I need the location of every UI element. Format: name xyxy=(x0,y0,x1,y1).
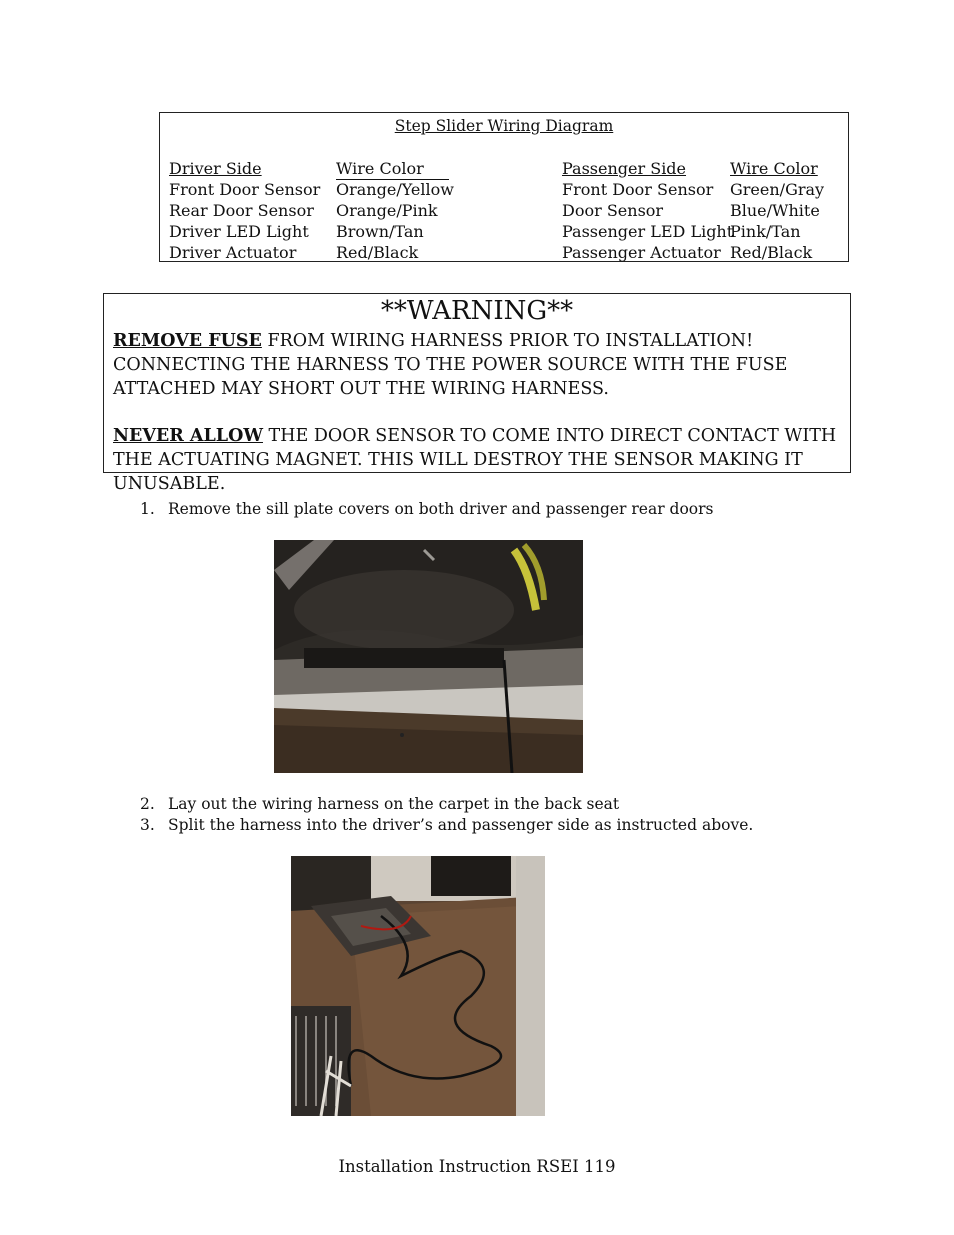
warning-emphasis: NEVER ALLOW xyxy=(113,426,263,446)
warning-paragraph-fuse: REMOVE FUSE FROM WIRING HARNESS PRIOR TO INSTALLATION! CONNECTING THE HARNESS TO THE POWER SOURCE WITH THE FUSE ATTACHED MAY SHORT OUT THE WIRING HARNESS. xyxy=(113,331,788,399)
warning-paragraph-sensor: NEVER ALLOW THE DOOR SENSOR TO COME INTO DIRECT CONTACT WITH THE ACTUATING MAGNET. THIS WILL DESTROY THE SENSOR MAKING IT UNUSABLE. xyxy=(113,426,837,494)
list-item xyxy=(140,794,619,815)
passenger-row-label: Front Door Sensor xyxy=(562,180,714,199)
driver-row-color: Orange/Pink xyxy=(336,201,438,220)
sill-plate-photo xyxy=(274,540,583,773)
list-item-number: 2. xyxy=(140,795,155,813)
passenger-row-color: Blue/White xyxy=(730,201,820,220)
passenger-row-color: Green/Gray xyxy=(730,180,825,199)
driver-row-color: Red/Black xyxy=(336,243,419,262)
passenger-row-label: Passenger Actuator xyxy=(562,243,721,262)
list-item-text: Lay out the wiring harness on the carpet in the back seat xyxy=(168,795,620,813)
list-item xyxy=(140,499,714,520)
driver-row-color: Brown/Tan xyxy=(336,222,424,241)
wiring-diagram-title: Step Slider Wiring Diagram xyxy=(394,117,614,135)
list-item xyxy=(140,815,753,836)
driver-row-label: Driver Actuator xyxy=(169,243,297,262)
driver-side-header: Driver Side xyxy=(169,159,262,178)
passenger-side-header: Passenger Side xyxy=(562,159,687,178)
driver-wire-color-header: Wire Color xyxy=(336,158,449,180)
passenger-row-color: Pink/Tan xyxy=(730,222,801,241)
warning-title: **WARNING** xyxy=(380,296,574,326)
passenger-row-label: Door Sensor xyxy=(562,201,664,220)
list-item-text: Remove the sill plate covers on both driver and passenger rear doors xyxy=(168,500,714,518)
warning-emphasis: REMOVE FUSE xyxy=(113,331,262,351)
driver-row-label: Front Door Sensor xyxy=(169,180,321,199)
list-item-text: Split the harness into the driver’s and passenger side as instructed above. xyxy=(168,816,754,834)
list-item-number: 3. xyxy=(140,816,155,834)
page-footer: Installation Instruction RSEI 119 xyxy=(338,1157,616,1176)
list-item-number: 1. xyxy=(140,500,155,518)
passenger-row-color: Red/Black xyxy=(730,243,813,262)
passenger-wire-color-header: Wire Color xyxy=(730,159,818,178)
driver-row-label: Driver LED Light xyxy=(169,222,309,241)
wiring-diagram-table xyxy=(159,112,849,262)
warning-box xyxy=(103,293,851,494)
driver-row-color: Orange/Yellow xyxy=(336,180,454,199)
driver-row-label: Rear Door Sensor xyxy=(169,201,314,220)
harness-on-carpet-photo xyxy=(291,856,545,1116)
passenger-row-label: Passenger LED Light xyxy=(562,222,734,241)
